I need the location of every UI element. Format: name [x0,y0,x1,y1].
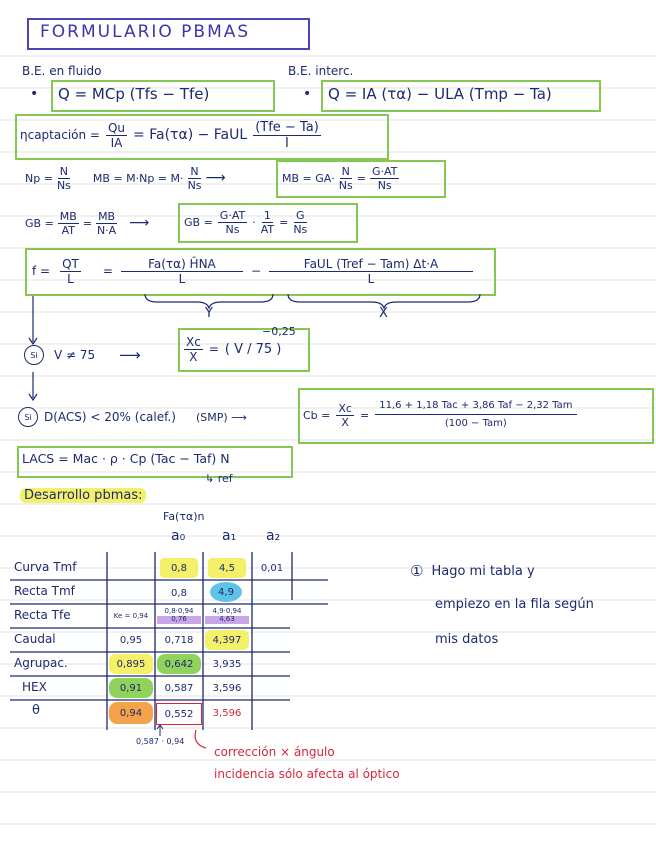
frac-num: Xc [186,334,201,349]
note-line-2: empiezo en la fila según [435,597,594,612]
dot: · [252,215,256,229]
frac-den: I [285,135,289,151]
si-d-cond: D(ACS) < 20% (calef.) [44,410,176,424]
frac-num: G [296,208,305,222]
row-label: Recta Tfe [14,608,71,622]
row-label: Recta Tmf [14,584,75,598]
table-cell-a0: 0,552 [156,703,202,725]
frac-den: L [178,271,186,286]
frac-den: AT [260,222,275,236]
captacion-lhs: ηcaptación = [20,128,100,142]
note-line-1 [410,562,535,580]
eq: = [279,215,289,229]
table-cell-a2: 0,01 [260,562,284,574]
gb-lhs: GB = [25,216,54,230]
table-cell-a1-text: 4,9·0,94 4,63 [205,608,249,623]
frac-num: Fa(τα) ĤNA [121,258,243,272]
header-a1: a₁ [222,528,237,544]
table-cell-a0: 0,718 [164,634,194,646]
table-cell-a1: 3,935 [212,658,242,670]
eq: = [102,264,113,278]
frac-den: X [341,415,349,429]
frac-num: 1 [263,208,271,222]
table-cell-a0: 0,8 [171,587,187,599]
table-cell-k: 0,91 [109,678,153,698]
row-label: HEX [22,680,47,694]
frac-den: Ns [187,178,202,192]
frac-num: FaUL (Tref − Tam) Δt·A [269,258,473,272]
table-cell-a1: 4,5 [208,558,246,578]
be-interc-bullet: • [303,86,312,102]
mb2-lhs: MB = GA· [282,171,335,185]
table-cell-a1: 4,9 [210,582,242,602]
frac-den: (100 − Tam) [444,418,507,429]
exponent: −0,25 [262,325,296,338]
eq: = [208,342,219,356]
eq: = [356,171,366,185]
frac-den: N·A [96,223,117,237]
frac-num: (Tfe − Ta) [255,119,319,135]
smp: (SMP) ⟶ [195,410,247,424]
frac-den: Ns [56,178,71,192]
row-label: θ [32,703,40,718]
table-cell-a1: 3,596 [212,707,242,719]
table-cell-k: 0,94 [109,702,153,724]
frac-num: Xc [338,401,352,415]
red-note-line-2: incidencia sólo afecta al óptico [214,767,400,781]
frac-den: L [367,271,375,286]
note-number: ① [410,562,424,580]
x-label: X [379,306,388,321]
header-a0: a₀ [171,528,186,544]
frac-den: Ns [225,222,240,236]
lacs-formula: LACS = Mac · ρ · Cp (Tac − Taf) N [22,451,230,466]
note-line-3: mis datos [435,632,499,647]
frac-num: G·AT [371,164,398,178]
table-cell-k: 0,95 [119,634,143,646]
note-text-1: Hago mi tabla y [431,563,535,579]
frac-num: N [190,164,199,178]
table-cell-a1: 3,596 [212,682,242,694]
header-a2: a₂ [266,528,281,544]
frac-den: X [189,349,198,364]
frac-num: MB [59,209,77,223]
red-note-line-1: corrección × ángulo [214,745,335,759]
frac-num: MB [98,209,116,223]
frac-den: Ns [338,178,353,192]
si-circle: Si [18,407,38,427]
f-lhs: f = [32,264,51,278]
table-cell-a0: 0,587 [164,682,194,694]
cb-lhs: Cb = [303,408,331,422]
row-label: Curva Tmf [14,560,77,574]
eq: = [359,408,370,422]
mb-text: MB = M·Np = M· [92,171,184,185]
y-label: Y [205,306,213,321]
row-label: Agrupac. [14,656,68,670]
v-ratio: ( V / 75 ) [224,341,282,357]
np-lhs: Np = [25,171,53,185]
frac-den: Ns [377,178,392,192]
captacion-mid: = Fa(τα) − FaUL [133,127,248,143]
page-title: FORMULARIO PBMAS [40,22,251,42]
frac-num: N [59,164,69,178]
frac-den: L [67,271,74,286]
be-fluido-label: B.E. en fluido [22,64,102,78]
arrow-icon: ⟶ [129,215,150,231]
table-cell-k: 0,895 [109,654,153,674]
table-top-label: Fa(τα)n [163,510,205,523]
lacs-ref: ↳ ref [205,472,233,485]
desarrollo-heading: Desarrollo pbmas: [20,488,146,503]
frac-num: QT [62,256,79,271]
arrow-icon: ⟶ [205,170,226,186]
arrow-icon: ⟶ [119,346,141,364]
table-cell-a0: 0,8 [160,558,198,578]
table-cell-a0: 0,642 [157,654,201,674]
table-cell-a0-text: 0,8·0,94 0,76 [157,608,201,623]
si-circle: Si [24,345,44,365]
table-cell-k: Ke = 0,94 [113,612,149,620]
be-fluido-bullet: • [30,86,39,102]
frac-den: Ns [293,222,308,236]
table-cell-a1: 4,397 [205,630,249,650]
frac-den: IA [110,135,123,150]
frac-num: N [341,164,350,178]
si-v-cond: V ≠ 75 [54,348,96,362]
minus: − [250,264,261,278]
frac-num: G·AT [219,208,246,222]
be-interc-label: B.E. interc. [288,64,354,78]
row-label: Caudal [14,632,56,646]
table-below-calc: 0,587 · 0,94 [136,737,185,746]
frac-num: Qu [107,120,126,135]
be-fluido-formula: Q = MCp (Tfs − Tfe) [58,85,210,103]
be-interc-formula: Q = IA (τα) − ULA (Tmp − Ta) [328,85,552,103]
gb-box-lhs: GB = [184,215,213,229]
frac-den: AT [61,223,76,237]
eq: = [82,216,93,230]
frac-num: 11,6 + 1,18 Tac + 3,86 Taf − 2,32 Tam [375,401,576,415]
